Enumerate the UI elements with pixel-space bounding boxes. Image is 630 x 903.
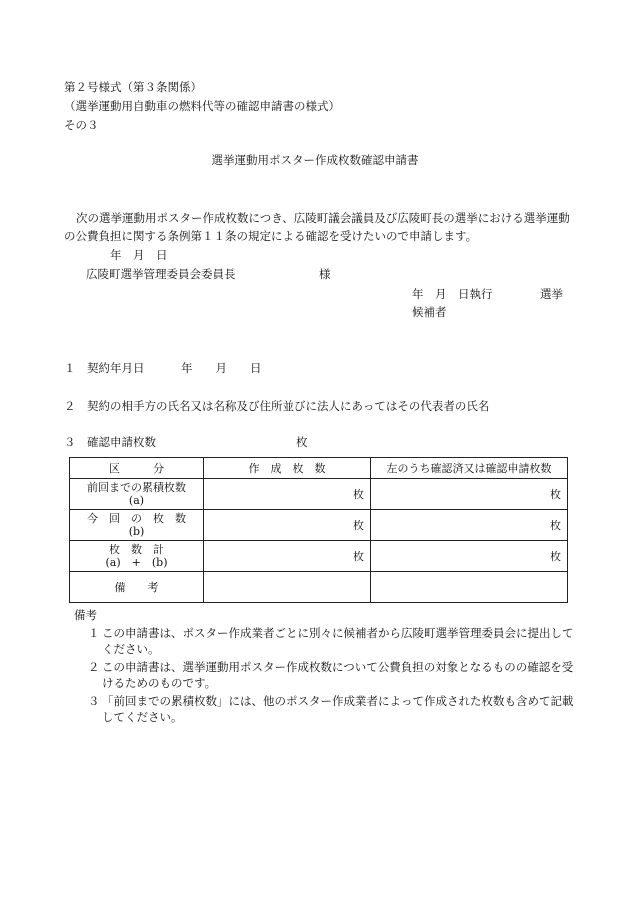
- form-subtitle: （選挙運動用自動車の燃料代等の確認申請書の様式）: [64, 99, 340, 113]
- table-header-row: [70, 458, 568, 479]
- table-row: [70, 479, 568, 510]
- remarks-cell[interactable]: [204, 572, 371, 603]
- header-confirmed-count: 左のうち確認済又は確認申請枚数: [371, 458, 568, 479]
- table-row: [70, 541, 568, 572]
- intro-paragraph: 次の選挙運動用ポスター作成枚数につき、広陵町議会議員及び広陵町長の選挙における選挙運動の公費負担に関する条例第１１条の規定による確認を受けたいので申請します。: [64, 211, 570, 243]
- remarks-label: 備 考: [70, 572, 204, 603]
- confirmed-count-cell[interactable]: 枚: [371, 510, 568, 541]
- row-label: [70, 510, 204, 541]
- notes-title: 備考: [74, 608, 97, 622]
- note-number: １: [88, 626, 100, 640]
- header-category: 区 分: [70, 458, 204, 479]
- row-label-sub: (b): [128, 525, 145, 538]
- row-label: [70, 479, 204, 510]
- form-number: 第２号様式（第３条関係）: [64, 80, 202, 94]
- section-1-number: １: [64, 361, 76, 375]
- confirmed-count-cell[interactable]: 枚: [371, 541, 568, 572]
- row-label-main: 今 回 の 枚 数: [87, 512, 186, 525]
- remarks-cell[interactable]: [371, 572, 568, 603]
- candidate-label: 候補者: [412, 305, 447, 319]
- section-3-unit: 枚: [296, 435, 308, 449]
- created-count-cell[interactable]: 枚: [204, 510, 371, 541]
- row-label: [70, 541, 204, 572]
- form-part: その３: [64, 118, 99, 132]
- note-number: ２: [88, 660, 100, 674]
- notes: [74, 607, 578, 725]
- note-text: 「前回までの累積枚数」には、他のポスター作成業者によって作成された枚数も含めて記載してください。: [102, 694, 574, 724]
- header-created-count: 作 成 枚 数: [204, 458, 371, 479]
- application-date: 年 月 日: [110, 248, 168, 262]
- confirmed-count-cell[interactable]: 枚: [371, 479, 568, 510]
- count-table: [69, 457, 568, 603]
- note-text: この申請書は、ポスター作成業者ごとに別々に候補者から広陵町選挙管理委員会に提出してください。: [102, 626, 574, 656]
- row-label-sub: (a): [128, 494, 145, 507]
- section-3-label: 確認申請枚数: [87, 435, 156, 449]
- section-2-number: ２: [64, 399, 76, 413]
- section-2-label: 契約の相手方の氏名又は名称及び住所並びに法人にあってはその代表者の氏名: [87, 399, 490, 413]
- section-1-label: 契約年月日: [87, 361, 145, 375]
- row-label-sub: (a) + (b): [105, 556, 168, 569]
- election-label: 選挙: [540, 287, 563, 301]
- document-title: 選挙運動用ポスター作成枚数確認申請書: [211, 153, 419, 167]
- note-item: [78, 693, 578, 725]
- section-1-value: 年 月 日: [181, 361, 262, 375]
- created-count-cell[interactable]: 枚: [204, 479, 371, 510]
- row-label-main: 前回までの累積枚数: [87, 481, 186, 494]
- addressee-honorific: 様: [319, 267, 331, 281]
- election-date: 年 月 日執行: [412, 287, 493, 301]
- note-text: この申請書は、選挙運動用ポスター作成枚数について公費負担の対象となるものの確認を受けるためのものです。: [102, 660, 574, 690]
- section-3-number: ３: [64, 435, 76, 449]
- addressee-name: 広陵町選挙管理委員会委員長: [86, 267, 236, 281]
- table-row-remarks: [70, 572, 568, 603]
- note-item: [78, 625, 578, 657]
- created-count-cell[interactable]: 枚: [204, 541, 371, 572]
- row-label-main: 枚 数 計: [109, 543, 164, 556]
- table-row: [70, 510, 568, 541]
- note-item: [78, 659, 578, 691]
- note-number: ３: [88, 694, 100, 708]
